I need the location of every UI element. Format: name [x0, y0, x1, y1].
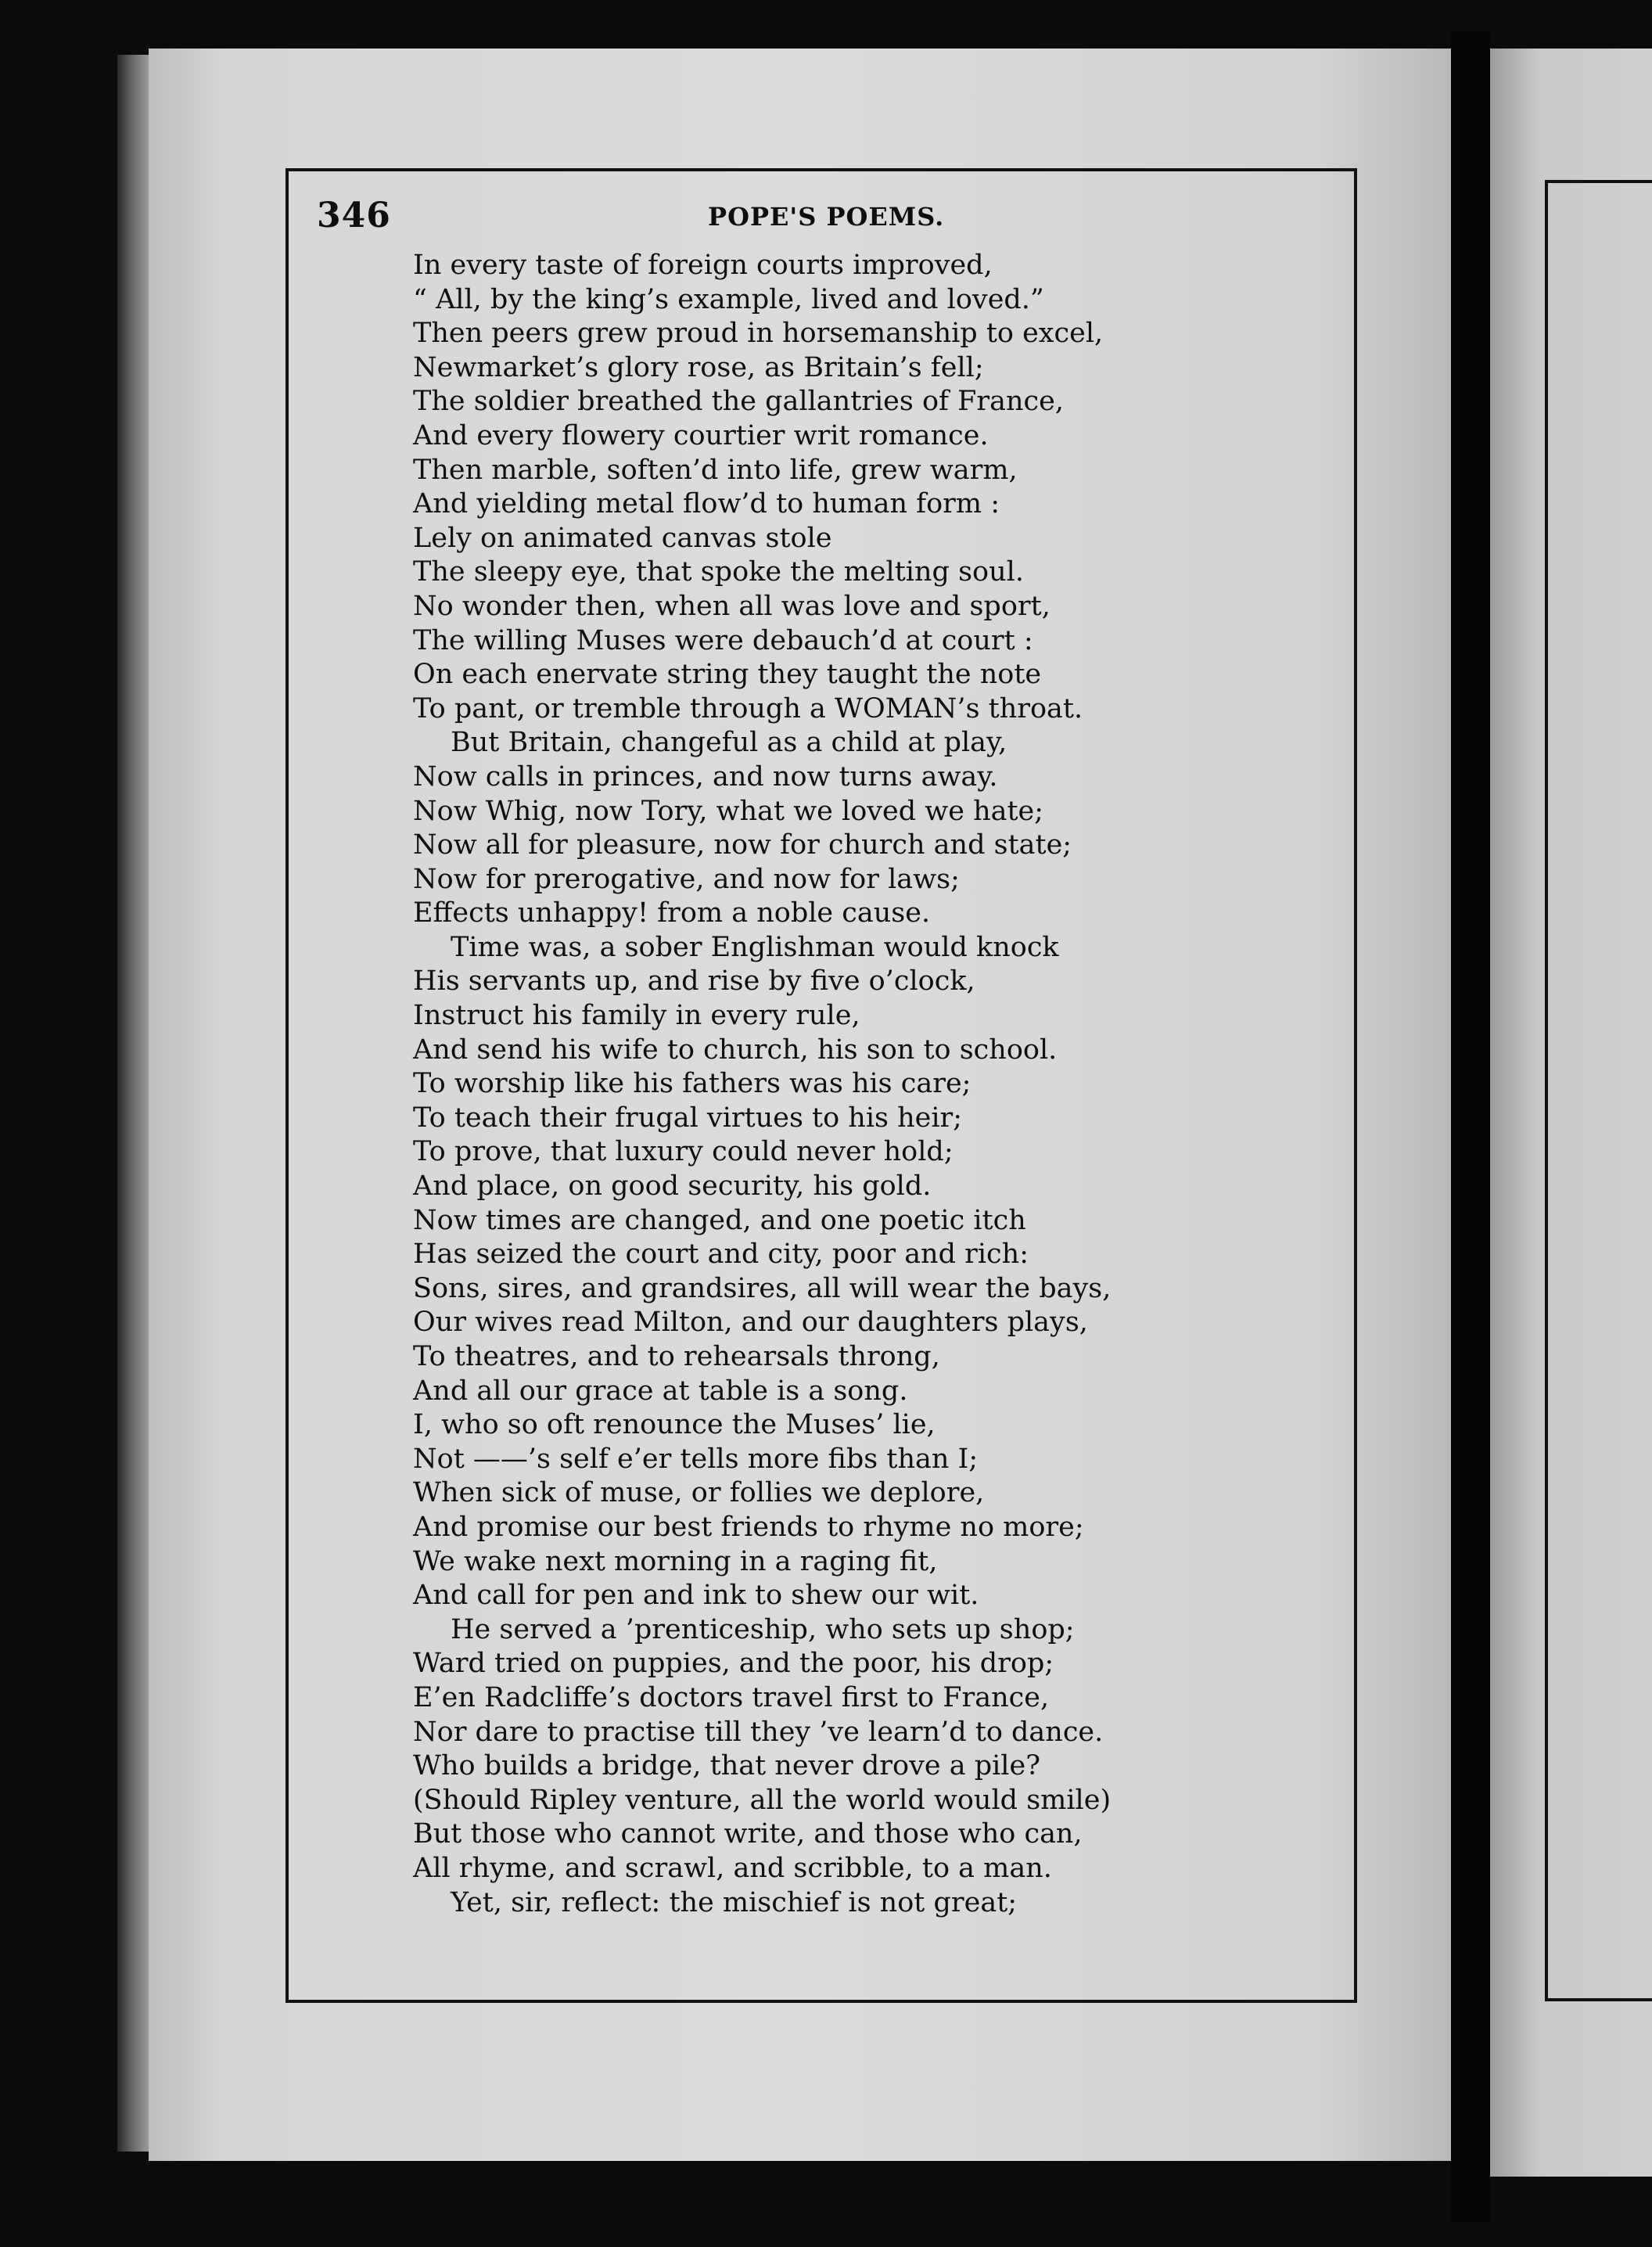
poem-line: Our wives read Milton, and our daughters plays,	[413, 1307, 1088, 1339]
poem-line: And send his wife to church, his son to school.	[413, 1034, 1058, 1066]
poem-line: And call for pen and ink to shew our wit.	[413, 1580, 979, 1612]
poem-line: No wonder then, when all was love and sport,	[413, 590, 1050, 622]
poem-line: His servants up, and rise by five o’clock,	[413, 965, 975, 998]
poem-text	[413, 249, 1352, 1920]
poem-line: He served a ’prenticeship, who sets up shop;	[451, 1613, 1075, 1645]
poem-line: Newmarket’s glory rose, as Britain’s fell;	[413, 351, 984, 383]
poem-line: And all our grace at table is a song.	[413, 1375, 908, 1407]
poem-line: Time was, a sober Englishman would knock	[451, 931, 1059, 963]
poem-line: Ward tried on puppies, and the poor, his drop;	[413, 1648, 1054, 1680]
poem-line: In every taste of foreign courts improved,	[413, 250, 993, 281]
poem-line: To teach their frugal virtues to his heir;	[413, 1102, 963, 1134]
page-number: 346	[317, 196, 391, 235]
poem-line: But Britain, changeful as a child at play,	[451, 727, 1007, 759]
poem-line: Who builds a bridge, that never drove a pile?	[413, 1750, 1040, 1782]
poem-line: All rhyme, and scrawl, and scribble, to a man.	[413, 1852, 1052, 1884]
poem-line: Yet, sir, reflect: the mischief is not great;	[451, 1886, 1018, 1918]
running-head	[317, 196, 1338, 243]
poem-line: The sleepy eye, that spoke the melting soul.	[413, 556, 1024, 588]
poem-line: Not ——’s self e’er tells more fibs than I;	[413, 1443, 979, 1475]
poem-line: Now calls in princes, and now turns away.	[413, 760, 998, 793]
poem-line: The willing Muses were debauch’d at court :	[413, 624, 1033, 656]
poem-line: And place, on good security, his gold.	[413, 1170, 932, 1203]
poem-line: To theatres, and to rehearsals throng,	[413, 1341, 940, 1372]
poem-line: And yielding metal flow’d to human form :	[413, 488, 1000, 520]
poem-line: Has seized the court and city, poor and rich:	[413, 1239, 1029, 1271]
poem-line: To worship like his fathers was his care;	[413, 1068, 971, 1100]
poem-line: To prove, that luxury could never hold;	[413, 1136, 953, 1168]
poem-line: “ All, by the king’s example, lived and loved.”	[413, 283, 1044, 315]
poem-line: When sick of muse, or follies we deplore,	[413, 1477, 985, 1509]
page-gutter	[1451, 31, 1490, 2222]
poem-line: Lely on animated canvas stole	[413, 522, 832, 554]
poem-line: On each enervate string they taught the note	[413, 659, 1042, 691]
poem-line: Then marble, soften’d into life, grew warm,	[413, 454, 1018, 486]
poem-line: Sons, sires, and grandsires, all will wear the bays,	[413, 1272, 1112, 1304]
poem-line: But those who cannot write, and those who can,	[413, 1818, 1083, 1850]
poem-line: I, who so oft renounce the Muses’ lie,	[413, 1409, 936, 1441]
poem-line: E’en Radcliffe’s doctors travel first to France,	[413, 1681, 1050, 1713]
poem-line: To pant, or tremble through a WOMAN’s throat.	[413, 692, 1083, 724]
poem-line: Nor dare to practise till they ’ve learn’d to dance.	[413, 1716, 1104, 1748]
poem-line: Effects unhappy! from a noble cause.	[413, 897, 931, 929]
poem-line: Now all for pleasure, now for church and state;	[413, 829, 1072, 861]
poem-line: Now Whig, now Tory, what we loved we hate;	[413, 795, 1044, 827]
poem-line: The soldier breathed the gallantries of France,	[413, 386, 1065, 418]
right-page-frame	[1545, 180, 1652, 2001]
poem-line: Now times are changed, and one poetic itch	[413, 1204, 1026, 1236]
poem-line: Then peers grew proud in horsemanship to excel,	[413, 318, 1104, 350]
poem-line: Instruct his family in every rule,	[413, 1000, 860, 1032]
poem-line: And every flowery courtier writ romance.	[413, 419, 989, 451]
poem-line: Now for prerogative, and now for laws;	[413, 863, 960, 895]
binding-edge	[117, 55, 149, 2152]
running-title: POPE'S POEMS.	[708, 202, 945, 232]
poem-line: And promise our best friends to rhyme no more;	[413, 1511, 1084, 1543]
poem-line: (Should Ripley venture, all the world would smile)	[413, 1784, 1112, 1816]
poem-line: We wake next morning in a raging fit,	[413, 1545, 938, 1577]
